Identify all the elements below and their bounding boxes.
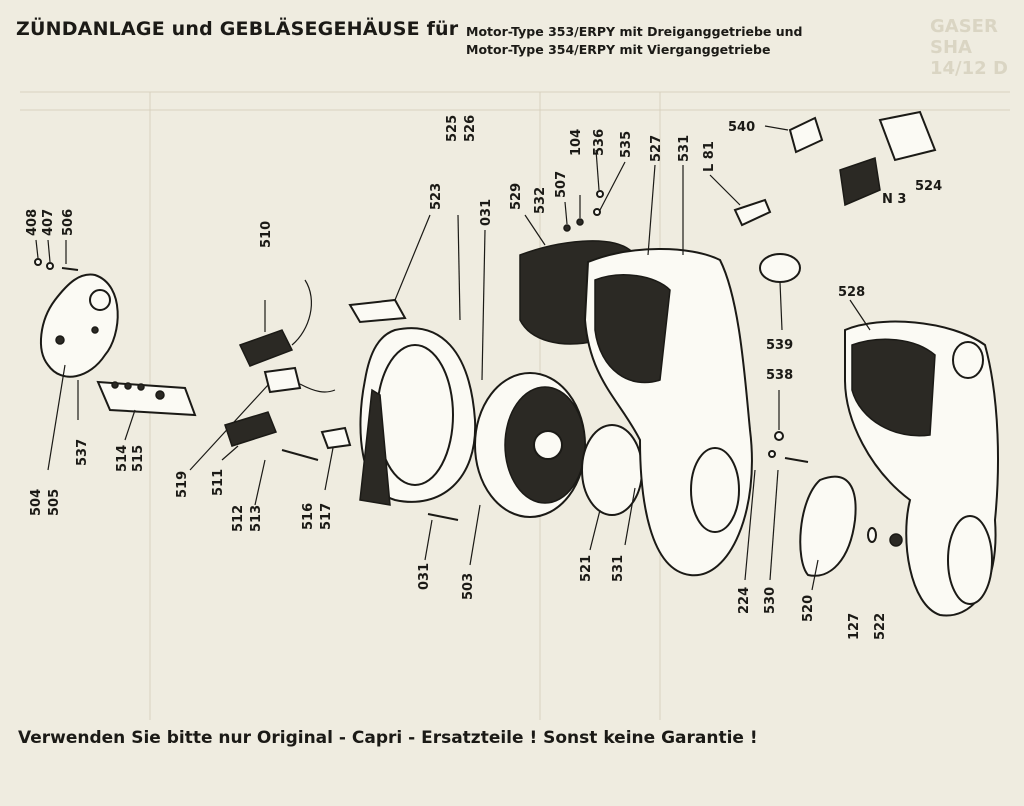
- rear-housing-528: [845, 300, 998, 616]
- fan-ring-525: [360, 215, 475, 505]
- label-538: 538: [766, 368, 794, 383]
- label-511: 511: [211, 468, 226, 496]
- washer-127: [868, 528, 902, 546]
- label-536: 536: [592, 128, 607, 156]
- washer-538: [775, 390, 783, 440]
- label-520: 520: [801, 594, 816, 622]
- label-104: 104: [569, 128, 584, 156]
- label-N3: N 3: [882, 192, 907, 207]
- label-031a: 031: [479, 198, 494, 226]
- spark-plug-N3: [840, 158, 880, 205]
- label-031b: 031: [417, 562, 432, 590]
- label-531a: 531: [677, 134, 692, 162]
- label-224: 224: [737, 586, 752, 614]
- label-527: 527: [649, 134, 664, 162]
- gasket-523: [350, 215, 430, 322]
- label-514: 514: [115, 444, 130, 472]
- label-512: 512: [231, 504, 246, 532]
- coil-holder-511: [222, 412, 276, 460]
- label-503: 503: [461, 572, 476, 600]
- label-504: 504: [29, 488, 44, 516]
- label-532: 532: [533, 186, 548, 214]
- small-screws: [35, 240, 78, 270]
- label-521: 521: [579, 554, 594, 582]
- page-title: ZÜNDANLAGE und GEBLÄSEGEHÄUSE für: [16, 18, 459, 40]
- label-522: 522: [873, 612, 888, 640]
- label-525: 525: [445, 114, 460, 142]
- plug-cap-540: [765, 118, 822, 152]
- label-505: 505: [47, 488, 62, 516]
- label-540: 540: [728, 120, 756, 135]
- washer-539: [760, 254, 800, 330]
- warranty-notice: Verwenden Sie bitte nur Original - Capri - Ersatzteile ! Sonst keine Garantie !: [18, 728, 758, 748]
- subtitle-line-1: Motor-Type 353/ERPY mit Dreiganggetriebe und: [466, 24, 803, 39]
- label-513: 513: [249, 504, 264, 532]
- ignition-coil-510: [240, 280, 311, 366]
- spark-plug-L81: [710, 175, 770, 225]
- label-516: 516: [301, 502, 316, 530]
- label-531b: 531: [611, 554, 626, 582]
- label-537: 537: [75, 438, 90, 466]
- small-fasteners-upper: [564, 150, 625, 231]
- label-523: 523: [429, 182, 444, 210]
- label-506: 506: [61, 208, 76, 236]
- label-408: 408: [25, 208, 40, 236]
- label-407: 407: [41, 208, 56, 236]
- plug-connector-524: [880, 112, 935, 160]
- screw-512: [255, 450, 318, 505]
- label-529: 529: [509, 182, 524, 210]
- screw-031-lower: [425, 514, 458, 560]
- disc-521: [582, 425, 642, 550]
- label-507: 507: [554, 170, 569, 198]
- label-L81: L 81: [702, 141, 717, 172]
- label-526: 526: [463, 114, 478, 142]
- label-127: 127: [847, 612, 862, 640]
- label-539: 539: [766, 338, 794, 353]
- screw-031-upper: [482, 230, 485, 380]
- cone-520: [800, 477, 855, 590]
- bleed-through-text: GASER SHA 14/12 D: [930, 16, 1008, 79]
- flywheel-503: [470, 373, 585, 565]
- label-519: 519: [175, 470, 190, 498]
- subtitle-line-2: Motor-Type 354/ERPY mit Vierganggetriebe: [466, 42, 771, 57]
- label-515: 515: [131, 444, 146, 472]
- label-510: 510: [259, 220, 274, 248]
- terminal-strip-514: [98, 382, 195, 440]
- label-530: 530: [763, 586, 778, 614]
- label-528: 528: [838, 285, 866, 300]
- clip-516: [322, 428, 350, 490]
- label-524: 524: [915, 179, 943, 194]
- label-535: 535: [619, 130, 634, 158]
- label-517: 517: [319, 502, 334, 530]
